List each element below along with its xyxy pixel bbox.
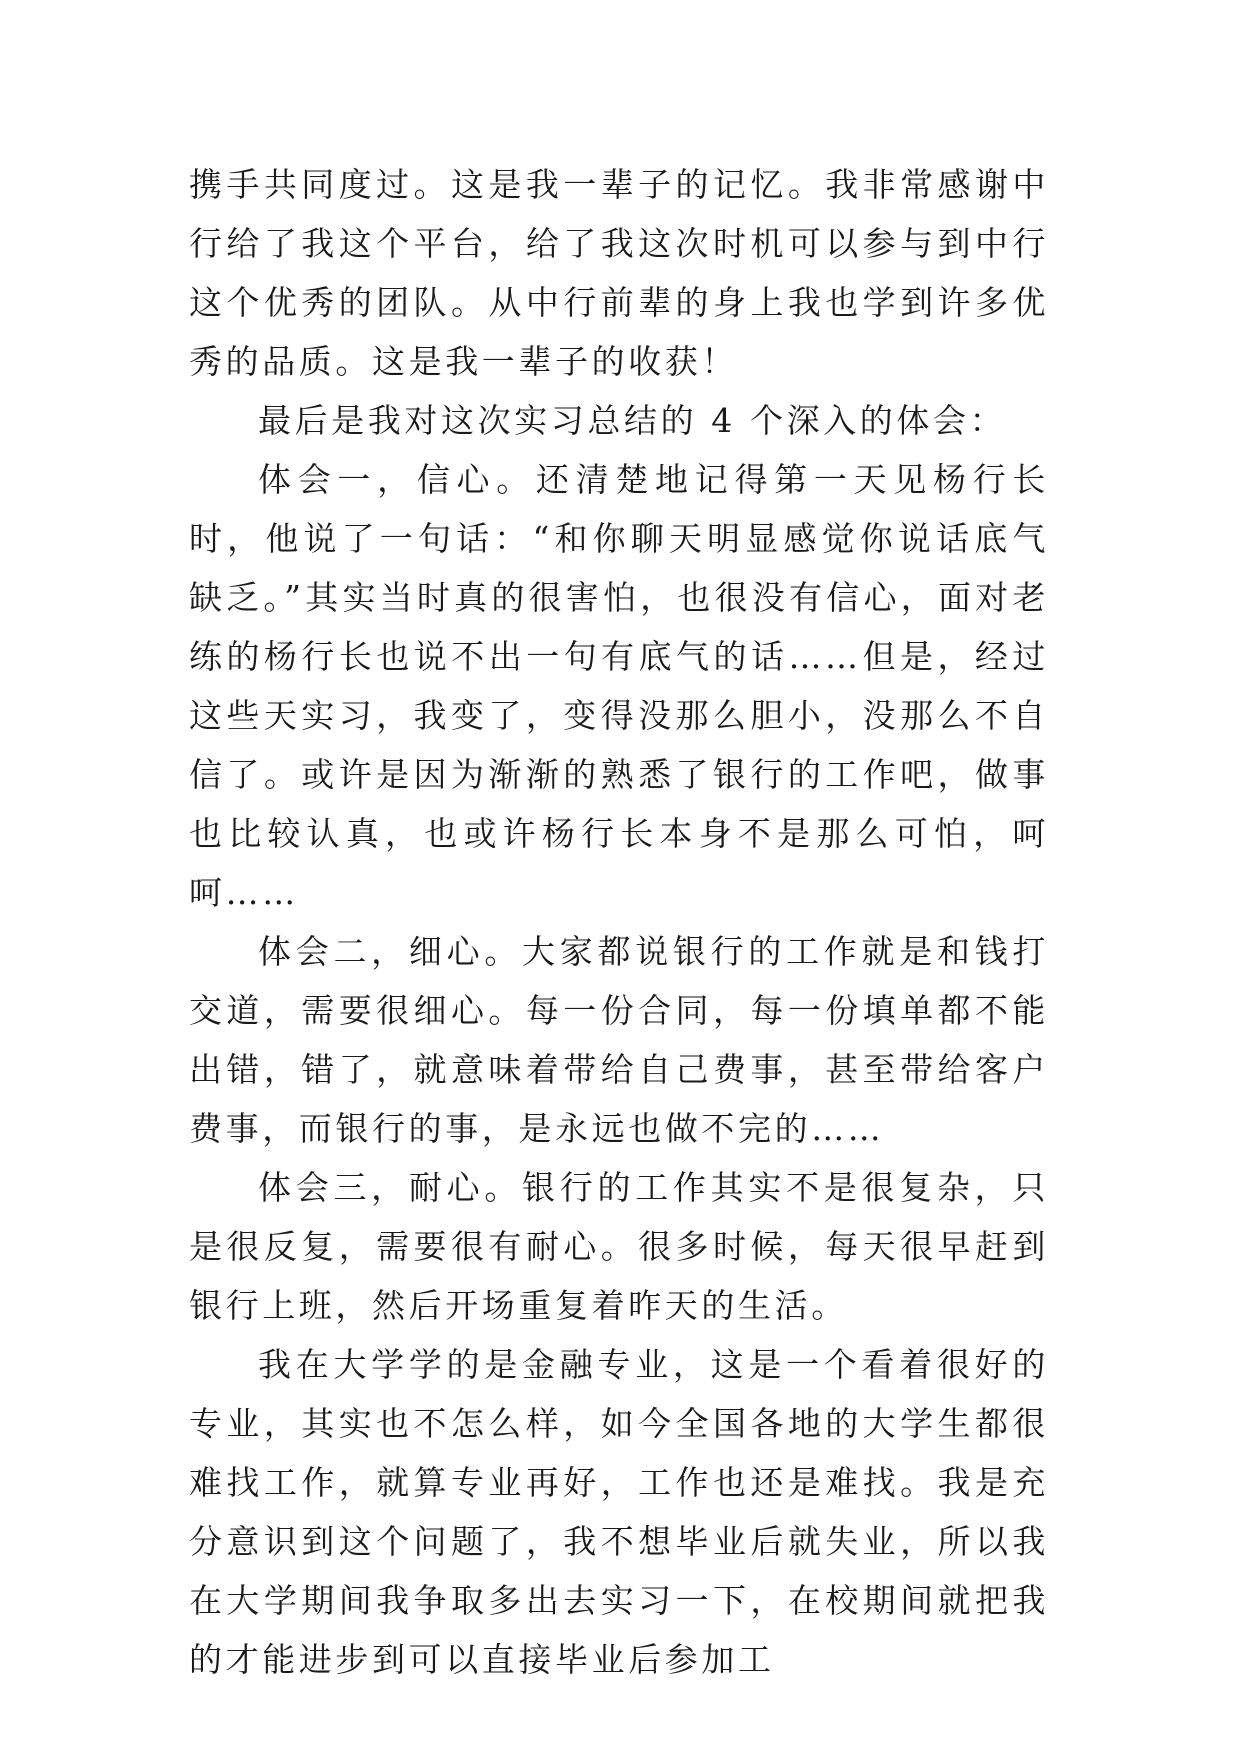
- paragraph-continuation: 携手共同度过。这是我一辈子的记忆。我非常感谢中行给了我这个平台，给了我这次时机可以参与到中行这个优秀的团队。从中行前辈的身上我也学到许多优秀的品质。这是我一辈子的收获！: [189, 165, 1049, 381]
- paragraph-insight-confidence: 体会一，信心。还清楚地记得第一天见杨行长时，他说了一句话：“和你聊天明显感觉你说话底气缺乏。”其实当时真的很害怕，也很没有信心，面对老练的杨行长也说不出一句有底气的话……但是，经过这些天实习，我变了，变得没那么胆小，没那么不自信了。或许是因为渐渐的熟悉了银行的工作吧，做事也比较认真，也或许杨行长本身不是那么可怕，呵呵……: [189, 460, 1049, 912]
- document-body: [189, 155, 1049, 1689]
- paragraph-insight-patience: 体会三，耐心。银行的工作其实不是很复杂，只是很反复，需要很有耐心。很多时候，每天很早赶到银行上班，然后开场重复着昨天的生活。: [189, 1168, 1049, 1325]
- paragraph-intro-insights: 最后是我对这次实习总结的 4 个深入的体会：: [258, 401, 1007, 440]
- paragraph-major: 我在大学学的是金融专业，这是一个看着很好的专业，其实也不怎么样，如今全国各地的大学生都很难找工作，就算专业再好，工作也还是难找。我是充分意识到这个问题了，我不想毕业后就失业，所以我在大学期间我争取多出去实习一下，在校期间就把我的才能进步到可以直接毕业后参加工: [189, 1345, 1049, 1679]
- paragraph-insight-carefulness: 体会二，细心。大家都说银行的工作就是和钱打交道，需要很细心。每一份合同，每一份填单都不能出错，错了，就意味着带给自己费事，甚至带给客户费事，而银行的事，是永远也做不完的……: [189, 932, 1049, 1148]
